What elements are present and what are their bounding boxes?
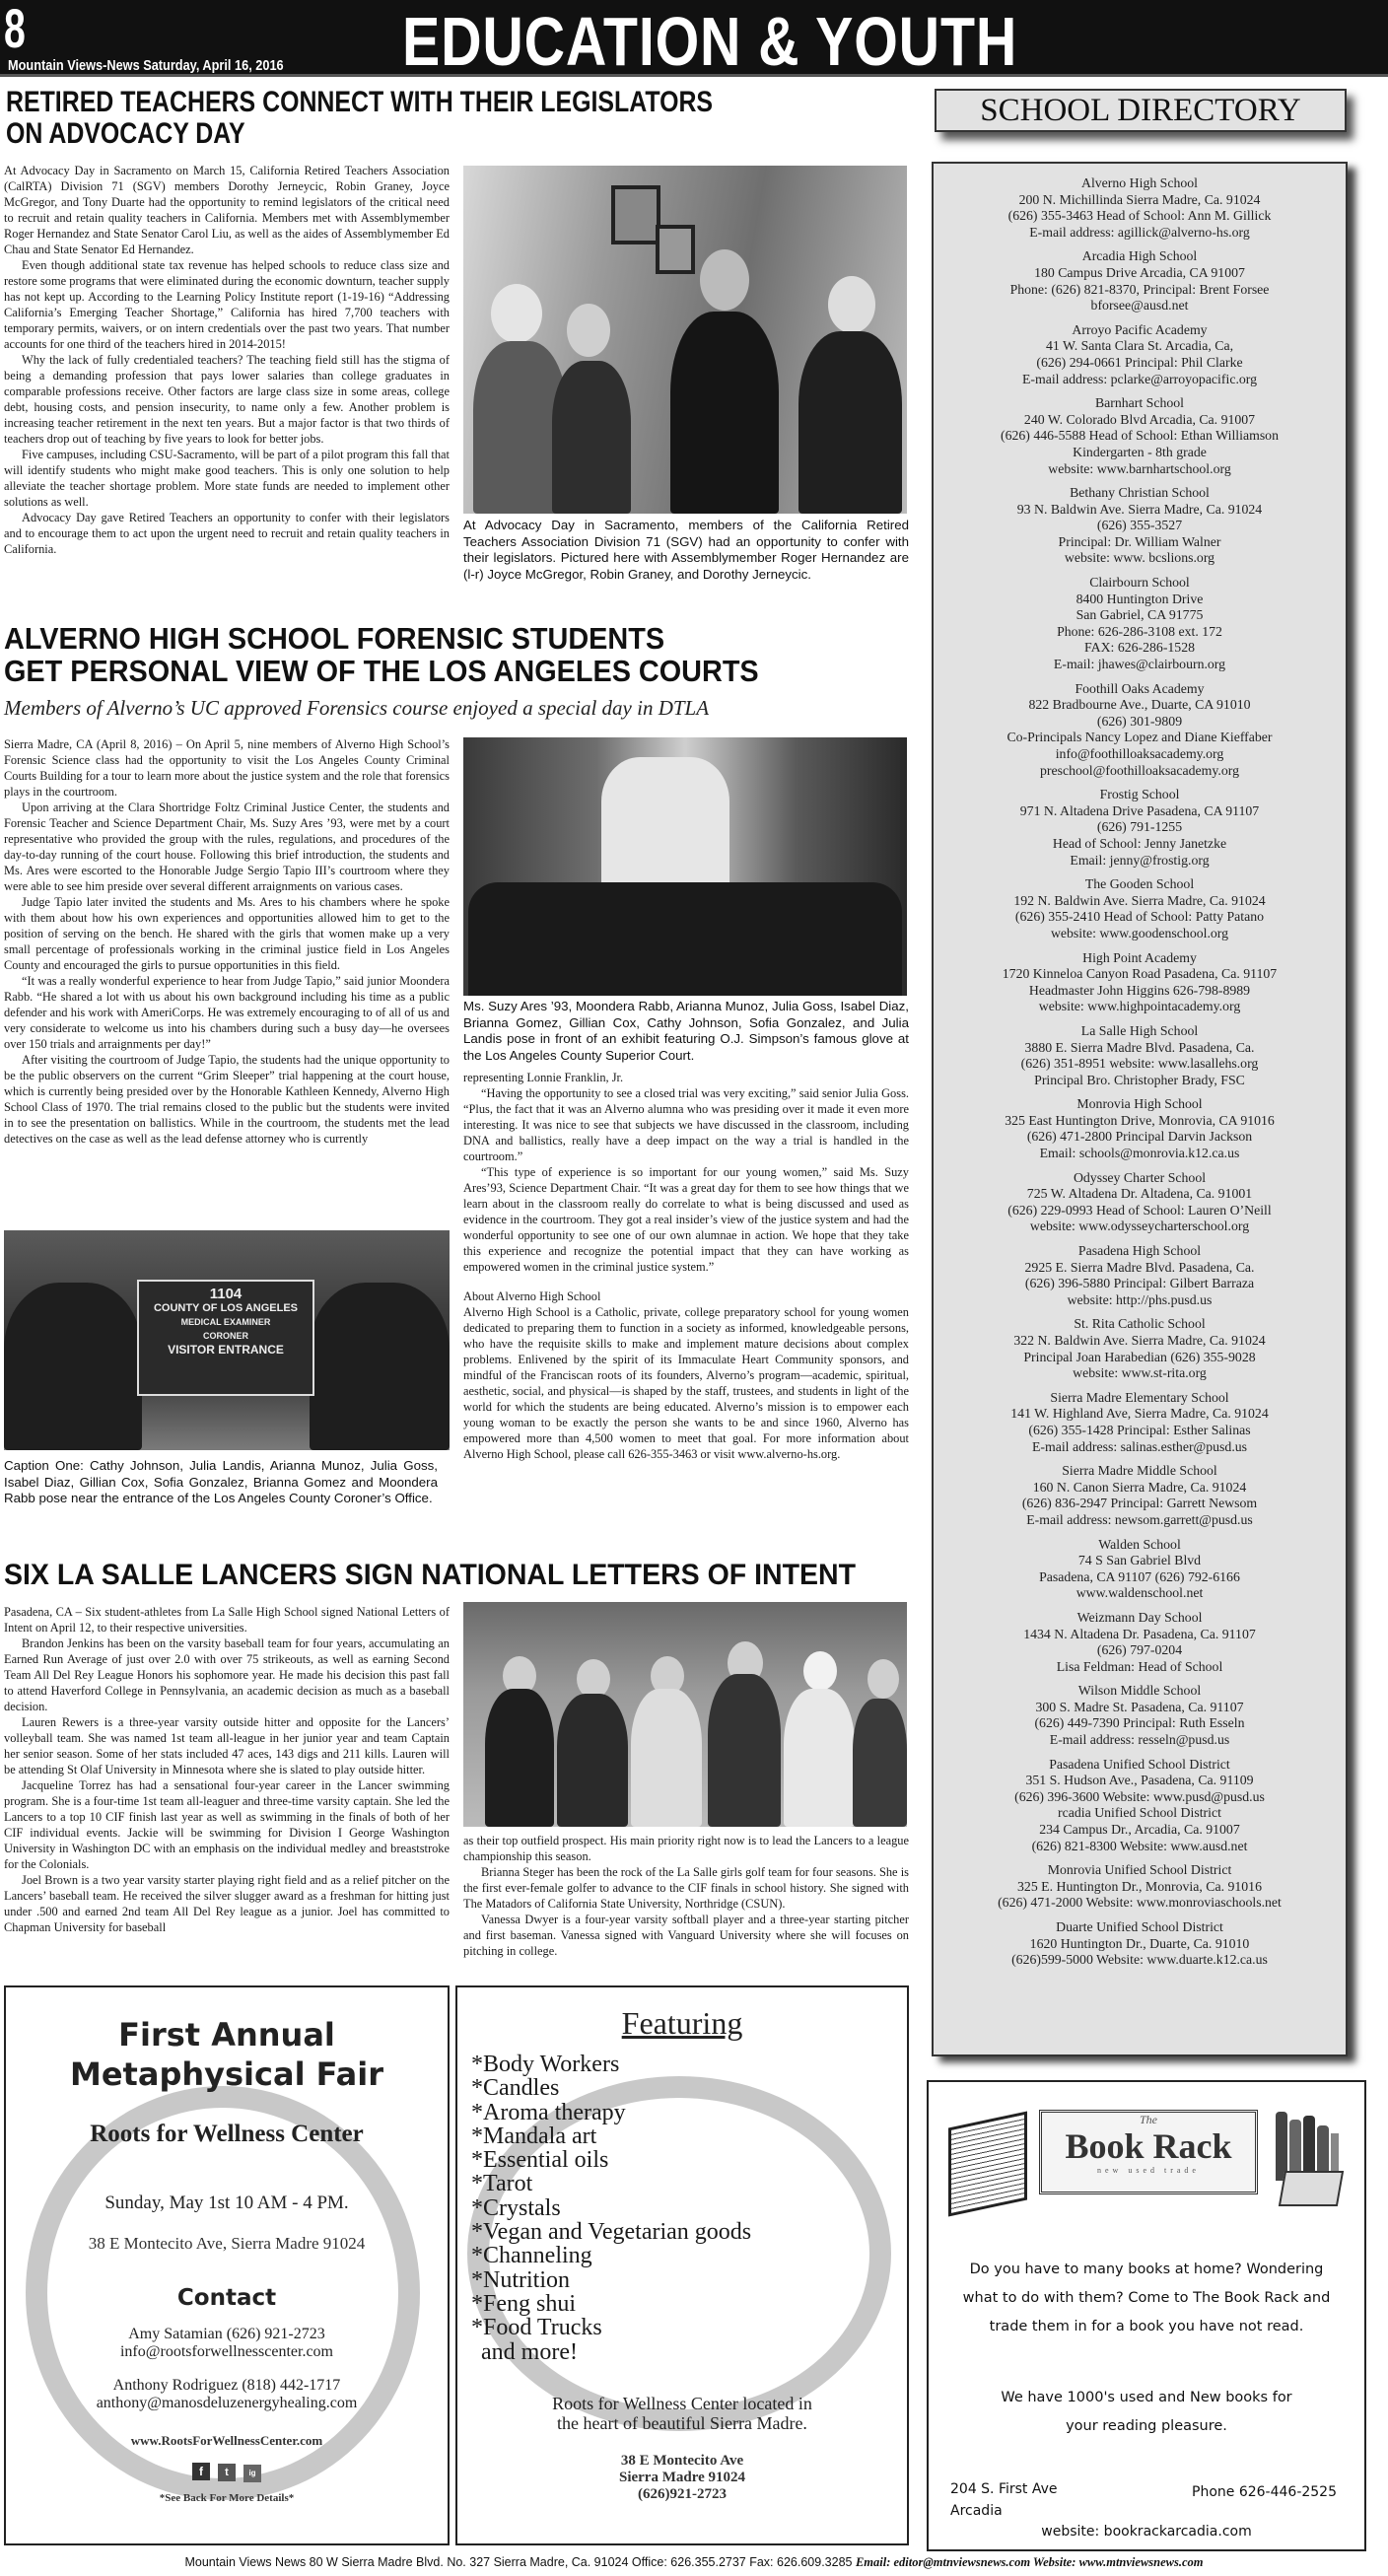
directory-entry <box>934 1757 1346 1855</box>
school-detail: San Gabriel, CA 91775 <box>1076 607 1204 623</box>
directory-entry <box>934 1537 1346 1602</box>
phone: (626)921-2723 <box>638 2486 727 2502</box>
article-body-col2 <box>463 1833 909 1959</box>
book-rack-website-link[interactable]: website: bookrackarcadia.com <box>1041 2524 1252 2540</box>
school-detail: 325 East Huntington Drive, Monrovia, CA 91016 <box>1005 1112 1275 1128</box>
school-detail: info@foothilloaksacademy.org <box>1055 746 1224 761</box>
fair-website-link[interactable]: www.RootsForWellnessCenter.com <box>130 2433 323 2448</box>
paragraph: Upon arriving at the Clara Shortridge Foltz Criminal Justice Center, the students and Forensic Teacher and Science Department Chair, Ms. Suzy Ares ’93, were met by a court representative who provided the group with the rules, regulations, and procedures of the day-to-day running of the court house. Following this brief introduction, the students and Ms. Ares were escorted to the Honorable Judge Sergio Tapio III’s courtroom where they were able to see him preside over several different arraignments on various cases. <box>4 801 450 893</box>
coroner-sign <box>137 1280 314 1396</box>
paragraph: Pasadena, CA – Six student-athletes from La Salle High School signed National Letters of Intent on April 12, to their respective universities. <box>4 1605 450 1635</box>
school-detail: 180 Campus Drive Arcadia, CA 91007 <box>1034 264 1245 280</box>
school-detail: 8400 Huntington Drive <box>1076 591 1204 606</box>
school-detail: 93 N. Baldwin Ave. Sierra Madre, Ca. 91024 <box>1016 501 1263 517</box>
twitter-icon[interactable]: t <box>218 2464 236 2481</box>
paragraph: Brianna Steger has been the rock of the La Salle girls golf team for four seasons. She is the first ever-female golfer to advance to the CIF finals in school history. She signed with The Matadors of California State University, Northridge (CSUN). <box>463 1865 909 1911</box>
school-detail: (626) 355-2410 Head of School: Patty Patano <box>1014 909 1265 925</box>
address-line: Arcadia <box>950 2503 1003 2519</box>
and-more: and more! <box>481 2338 578 2365</box>
address-line: 204 S. First Ave <box>950 2481 1058 2497</box>
school-detail: (626) 355-1428 Principal: Esther Salinas <box>1028 1422 1251 1437</box>
paragraph: Vanessa Dwyer is a four-year varsity softball player and a three-year starting pitcher and first baseman. Vanessa signed with Vanguard University where she will focuses on pitching in college. <box>463 1913 909 1958</box>
featuring-tagline <box>457 2394 907 2433</box>
logo-the: The <box>1140 2113 1157 2126</box>
instagram-icon[interactable]: ig <box>243 2465 261 2482</box>
headline <box>6 87 713 149</box>
school-detail: 3880 E. Sierra Madre Blvd. Pasadena, Ca. <box>1024 1039 1255 1055</box>
student-group <box>468 882 902 996</box>
school-detail: 822 Bradbourne Ave., Duarte, CA 91010 <box>1028 697 1251 713</box>
fair-title <box>6 2015 448 2094</box>
school-name: Walden School <box>1098 1536 1181 1552</box>
wall-frame <box>656 225 695 274</box>
photo-advocacy-day <box>463 166 907 514</box>
photo-caption: Caption One: Cathy Johnson, Julia Landis, Arianna Munoz, Julia Goss, Isabel Diaz, Gillian Cox, Sofia Gonzalez, Brianna Gomez and Moondera Rabb pose near the entrance of the Los Angeles County Coroner’s Office. <box>4 1458 438 1505</box>
featuring-item: *Vegan and Vegetarian goods <box>471 2219 752 2246</box>
contact-heading: Contact <box>176 2285 277 2311</box>
featuring-item: *Food Trucks <box>471 2315 602 2341</box>
person-head <box>868 1659 899 1699</box>
sign-line: MEDICAL EXAMINER <box>180 1317 271 1327</box>
person <box>557 1694 628 1827</box>
directory-entry <box>934 322 1346 387</box>
paragraph: After visiting the courtroom of Judge Tapio, the students had the unique opportunity to be the public observers on the current “Grim Sleeper” trial happening at the court house, which is currently being presided over by the Honorable Kathleen Kennedy, Alverno High School Class of 1970. The trial remains closed to the public but the students were invited in to see the presentation on ballistics. While in the courtroom, the students met the lead detectives on the case as well as the lead defense attorney who is currently <box>4 1053 450 1146</box>
paragraph: Jacqueline Torrez has had a sensational four-year career in the Lancer swimming program. She is a four-time 1st team all-leaguer and three-time varsity captain. She led the Lancers to a top 10 CIF finish last year as well as swimming in the finals of both of her CIF individual events. Jackie will be swimming for Division I George Washington University in Washington DC with an emphasis on the individual medley and breaststroke for the Colonials. <box>4 1778 450 1871</box>
school-detail: 74 S San Gabriel Blvd <box>1077 1553 1202 1568</box>
paragraph: “Having the opportunity to see a closed trial was very exciting,” said senior Julia Goss. “Plus, the fact that it was an Alverno alumna who was presiding over it made it even more interesting. It was nice to see that subjects we have discussed in the classroom, including DNA and ballistics, really have a deep impact on the way a trial is handled in the courtroom.” <box>463 1086 909 1163</box>
featuring-item: *Nutrition <box>471 2266 570 2293</box>
fair-title-line: Metaphysical Fair <box>70 2055 383 2093</box>
school-name: Sierra Madre Middle School <box>1062 1463 1217 1479</box>
school-detail: 971 N. Altadena Drive Pasadena, CA 91107 <box>1019 802 1260 818</box>
school-detail: (626) 797-0204 <box>1096 1642 1183 1658</box>
school-detail: 322 N. Baldwin Ave. Sierra Madre, Ca. 91024 <box>1013 1333 1266 1348</box>
school-detail: 160 N. Canon Sierra Madre, Ca. 91024 <box>1032 1479 1247 1495</box>
school-detail: 200 N. Michillinda Sierra Madre, Ca. 91024 <box>1018 191 1261 207</box>
featuring-item: *Tarot <box>471 2171 533 2197</box>
fair-title-line: First Annual <box>118 2016 335 2054</box>
school-detail: (626) 396-3600 Website: www.pusd@pusd.us <box>1014 1788 1265 1804</box>
featuring-address <box>457 2453 907 2503</box>
school-detail: website: www. bcslions.org <box>1064 550 1215 566</box>
subheadline: Members of Alverno’s UC approved Forensics course enjoyed a special day in DTLA <box>4 696 710 720</box>
school-detail: 1720 Kinneloa Canyon Road Pasadena, Ca. 91107 <box>1002 966 1278 982</box>
directory-entry <box>934 248 1346 313</box>
paragraph: Joel Brown is a two year varsity starter playing right field and as a relief pitcher on the Lancers’ baseball team. He received the silver slugger award as a freshman for hitting just under .500 and earned 2nd team All Del Rey league as a junior. Joel has committed to Chapman University for baseball <box>4 1873 450 1934</box>
book-rack-pitch <box>929 2256 1364 2341</box>
directory-list <box>932 162 1348 2056</box>
photo-oj-glove-exhibit <box>463 737 907 996</box>
school-name: Wilson Middle School <box>1077 1683 1202 1699</box>
school-detail: 300 S. Madre St. Pasadena, Ca. 91107 <box>1035 1699 1244 1714</box>
person <box>485 1689 554 1827</box>
tagline-line: Roots for Wellness Center located in <box>552 2394 812 2413</box>
open-book-icon <box>948 2111 1027 2216</box>
school-detail: website: www.goodenschool.org <box>1050 925 1229 940</box>
directory-entry <box>934 1096 1346 1161</box>
publication-line: Mountain Views-News Saturday, April 16, 2016 <box>8 57 284 74</box>
fair-address: 38 E Montecito Ave, Sierra Madre 91024 <box>88 2234 366 2253</box>
fair-date: Sunday, May 1st 10 AM - 4 PM. <box>104 2193 349 2213</box>
school-detail: Email: jenny@frostig.org <box>1070 852 1210 868</box>
school-detail: (626) 449-7390 Principal: Ruth Esseln <box>1034 1715 1245 1731</box>
school-detail: 2925 E. Sierra Madre Blvd. Pasadena, Ca. <box>1024 1259 1255 1275</box>
book-rack-phone: Phone 626-446-2525 <box>1192 2484 1337 2500</box>
headline-line: RETIRED TEACHERS CONNECT WITH THEIR LEGISLATORS <box>6 86 714 118</box>
fair-host: Roots for Wellness Center <box>90 2121 364 2147</box>
school-detail: Phone: (626) 821-8370, Principal: Brent Forsee <box>1009 281 1270 297</box>
school-detail: (626) 836-2947 Principal: Garrett Newsom <box>1021 1496 1258 1511</box>
school-detail: (626) 355-3527 <box>1096 518 1183 533</box>
photo-signing-athletes <box>463 1602 907 1827</box>
paragraph: representing Lonnie Franklin, Jr. <box>463 1071 624 1084</box>
address-line: Sierra Madre 91024 <box>618 2470 746 2485</box>
school-name: Frostig School <box>1099 787 1180 802</box>
school-name: Monrovia Unified School District <box>1047 1862 1232 1878</box>
address-line: 38 E Montecito Ave <box>620 2453 744 2469</box>
school-detail: website: http://phs.pusd.us <box>1067 1291 1213 1307</box>
school-name: Duarte Unified School District <box>1056 1919 1223 1934</box>
directory-entry <box>934 950 1346 1015</box>
person-head <box>567 304 610 357</box>
school-detail: E-mail address: resseln@pusd.us <box>1049 1732 1230 1748</box>
school-name: Pasadena High School <box>1077 1243 1202 1259</box>
pitch-line: what to do with them? Come to The Book Rack and <box>962 2290 1331 2306</box>
school-name: Odyssey Charter School <box>1073 1169 1207 1185</box>
contact-email-link[interactable]: anthony@manosdeluzenergyhealing.com <box>96 2395 358 2411</box>
person <box>853 1699 907 1827</box>
article-body-col1 <box>4 736 450 1147</box>
book-rack-stock <box>929 2384 1364 2441</box>
school-name: Monrovia High School <box>1076 1096 1203 1112</box>
stock-line: We have 1000's used and New books for <box>1001 2390 1292 2405</box>
photo-caption: Ms. Suzy Ares ’93, Moondera Rabb, Arianna Munoz, Julia Goss, Isabel Diaz, Brianna Gomez, Gillian Cox, Cathy Johnson, Sofia Gonzalez, and Julia Landis pose in front of an exhibit featuring O.J. Simpson’s famous glove at the Los Angeles County Superior Court. <box>463 999 909 1063</box>
directory-entry <box>934 1243 1346 1308</box>
student-group <box>310 1283 450 1450</box>
person-head <box>828 276 875 333</box>
school-detail: Principal Joan Harabedian (626) 355-9028 <box>1023 1349 1256 1364</box>
article-body <box>4 163 450 557</box>
ad-featuring-list <box>455 1985 909 2545</box>
school-detail: Headmaster John Higgins 626-798-8989 <box>1028 982 1251 998</box>
directory-entry <box>934 1683 1346 1748</box>
school-detail: preschool@foothilloaksacademy.org <box>1040 762 1239 778</box>
page-number: 8 <box>4 0 26 59</box>
featuring-item: *Channeling <box>471 2243 592 2269</box>
school-name: La Salle High School <box>1080 1022 1199 1038</box>
directory-entry <box>934 876 1346 941</box>
headline-line: GET PERSONAL VIEW OF THE LOS ANGELES COURTS <box>4 653 759 688</box>
directory-entry <box>934 175 1346 241</box>
tagline-line: the heart of beautiful Sierra Madre. <box>557 2413 807 2433</box>
featuring-item: *Candles <box>471 2075 560 2102</box>
school-detail: 141 W. Highland Ave, Sierra Madre, Ca. 91024 <box>1010 1406 1269 1422</box>
about-text: Alverno High School is a Catholic, private, college preparatory school for young women dedicated to preparing them to function in a society as informed, knowledgeable persons, who have the requisite skills to make and implement mature decisions about complex problems. Enlivened by the spirit of its Immaculate Heart Community sponsors, and mindful of the Franciscan roots of its founders, Alverno’s program—academic, spiritual, aesthetic, social, and physical—is shaped by the staff, trustees, and students in light of the world for which the students are being educated. Alverno’s mission is to empower each young woman to be exactly the person she wants to be and since 1960, Alverno has empowered more than 4,500 women to meet that goal. For more information about Alverno High School, please call 626-355-3463 or visit www.alverno-hs.org. <box>463 1305 909 1461</box>
school-detail: E-mail address: pclarke@arroyopacific.org <box>1021 371 1258 386</box>
school-name: Clairbourn School <box>1089 575 1190 591</box>
school-detail: 41 W. Santa Clara St. Arcadia, Ca, <box>1045 338 1234 354</box>
pitch-line: trade them in for a book you have not read. <box>989 2319 1304 2334</box>
directory-title: SCHOOL DIRECTORY <box>935 89 1347 132</box>
school-name: Sierra Madre Elementary School <box>1050 1389 1229 1405</box>
featuring-item: *Feng shui <box>471 2290 577 2317</box>
school-name: Weizmann Day School <box>1076 1609 1203 1625</box>
contact-amy <box>6 2326 448 2361</box>
headline <box>4 623 759 687</box>
person <box>631 1689 702 1827</box>
school-detail: Phone: 626-286-3108 ext. 172 <box>1057 623 1222 639</box>
paragraph: Even though additional state tax revenue has helped schools to reduce class size and restore some programs that were eliminated during the economic downturn, teacher supply has not kept up. According to the Learning Policy Institute report (1-19-16) “Addressing California’s Emerging Teacher Shortage,” California has hired 7,700 teachers with temporary permits, waivers, or on intern credentials over the past two years. That number accounts for one third of the teachers hired in 2014-2015! <box>4 258 450 351</box>
school-detail: E-mail address: salinas.esther@pusd.us <box>1031 1438 1248 1454</box>
directory-entry <box>934 1610 1346 1675</box>
school-name: Barnhart School <box>1094 395 1185 411</box>
school-detail: 192 N. Baldwin Ave. Sierra Madre, Ca. 91024 <box>1013 892 1266 908</box>
about-heading: About Alverno High School <box>463 1289 601 1303</box>
school-detail: www.waldenschool.net <box>1076 1585 1204 1601</box>
person-head <box>700 249 749 311</box>
contact-anthony <box>6 2377 448 2412</box>
photo-caption: At Advocacy Day in Sacramento, members of the California Retired Teachers Association Division 71 (SGV) had an opportunity to confer with their legislators. Pictured here with Assemblymember Roger Hernandez are (l-r) Joyce McGregor, Robin Graney, and Dorothy Jerneycic. <box>463 518 909 582</box>
wall-frame <box>611 185 660 244</box>
sign-line: CORONER <box>202 1331 248 1341</box>
featuring-item: *Aroma therapy <box>471 2099 626 2125</box>
school-name: Bethany Christian School <box>1070 485 1210 501</box>
school-detail: website: www.odysseycharterschool.org <box>1029 1218 1250 1234</box>
directory-entry <box>934 1390 1346 1455</box>
school-detail: (626) 791-1255 <box>1096 819 1183 835</box>
school-detail: website: www.highpointacademy.org <box>1038 999 1241 1014</box>
featuring-title: Featuring <box>621 2005 743 2041</box>
school-detail: 351 S. Hudson Ave., Pasadena, Ca. 91109 <box>1025 1773 1254 1788</box>
school-detail: E-mail: jhawes@clairbourn.org <box>1053 657 1226 672</box>
sign-line: VISITOR ENTRANCE <box>168 1343 284 1357</box>
school-name: St. Rita Catholic School <box>1074 1316 1206 1332</box>
school-name: Arcadia High School <box>1081 248 1198 264</box>
paragraph: Judge Tapio later invited the students and Ms. Ares to his chambers where he spoke with them about how his own experiences and opportunities allowed him to get to the position of serving on the bench. He shared with the girls that women make up a very small percentage of professionals working in the criminal justice field in Los Angeles County and encouraged the girls to pursue opportunities in this field. <box>4 895 450 972</box>
school-name: Pasadena Unified School District <box>1049 1756 1230 1772</box>
school-detail: Kindergarten - 8th grade <box>1073 444 1207 459</box>
person-head <box>491 284 542 343</box>
directory-entry <box>934 1919 1346 1969</box>
school-detail: 1620 Huntington Dr., Duarte, Ca. 91010 <box>1029 1935 1250 1951</box>
school-detail: 240 W. Colorado Blvd Arcadia, Ca. 91007 <box>1023 411 1256 427</box>
book-rack-logo <box>1039 2110 1258 2194</box>
directory-entry <box>934 485 1346 567</box>
featuring-list <box>471 2053 751 2364</box>
paragraph: “This type of experience is so important for our young women,” said Ms. Suzy Ares’93, Science Department Chair. “It was a great day for them to see how things that we learn about in the classroom really do correlate to what is being discussed and used as evidence in the courtroom. They got a real insider’s view of the justice system and had the wonderful opportunity to see one of our own alumnae in action. We hope that they take this experience and recognize the potential impact that they can have working as empowered women in the criminal justice system.” <box>463 1165 909 1274</box>
school-detail: Email: schools@monrovia.k12.ca.us <box>1039 1146 1240 1161</box>
sign-number: 1104 <box>209 1286 243 1302</box>
school-detail: (626) 355-3463 Head of School: Ann M. Gillick <box>1007 208 1272 224</box>
school-detail: (626) 229-0993 Head of School: Lauren O’Neill <box>1007 1202 1272 1218</box>
featuring-item: *Essential oils <box>471 2147 609 2174</box>
footer <box>0 2555 1388 2570</box>
person <box>784 1689 855 1827</box>
school-detail: website: www.st-rita.org <box>1073 1365 1207 1381</box>
school-detail: FAX: 626-286-1528 <box>1083 640 1196 656</box>
featuring-item: *Crystals <box>471 2194 561 2221</box>
paragraph: Five campuses, including CSU-Sacramento, will be part of a pilot program this fall that will identify students who might make good teachers. This is only one solution to help alleviate the teacher shortage problem. More state funds are needed to implement other solutions as well. <box>4 448 450 509</box>
stock-line: your reading pleasure. <box>1066 2418 1227 2434</box>
school-detail: (626) 351-8951 website: www.lasallehs.org <box>1020 1056 1259 1072</box>
footer-address: Mountain Views News 80 W Sierra Madre Blvd. No. 327 Sierra Madre, Ca. 91024 Office: 626.355.2737 Fax: 626.609.3285 <box>184 2555 853 2569</box>
ad-metaphysical-fair <box>4 1985 450 2545</box>
headline: SIX LA SALLE LANCERS SIGN NATIONAL LETTERS OF INTENT <box>4 1559 856 1591</box>
see-back-note: *See Back For More Details* <box>159 2492 295 2504</box>
school-detail: Principal: Dr. William Walner <box>1058 533 1221 549</box>
directory-entry <box>934 787 1346 869</box>
logo-sub: new used trade <box>1097 2166 1200 2175</box>
school-detail: 1434 N. Altadena Dr. Pasadena, Ca. 91107 <box>1023 1626 1256 1641</box>
person <box>708 1674 781 1827</box>
photo-coroner-entrance <box>4 1230 450 1450</box>
book-rack-address <box>950 2478 1058 2522</box>
school-detail: (626) 471-2000 Website: www.monroviaschools.net <box>998 1895 1282 1911</box>
headline-line: ON ADVOCACY DAY <box>6 116 245 150</box>
footer-contact-link[interactable]: Email: editor@mtnviewsnews.com Website: www.mtnviewsnews.com <box>855 2555 1204 2569</box>
paragraph: Lauren Rewers is a three-year varsity outside hitter and opposite for the Lancers’ volleyball team. She was named 1st team all-league in her junior year and team Captain her senior season. Some of her stats included 47 aces, 143 digs and 211 kills. Lauren will be attending St Olaf University in Minnesota where she is slated to play outside hitter. <box>4 1715 450 1776</box>
ad-book-rack <box>927 2080 1366 2551</box>
logo-main: Book Rack <box>1065 2126 1232 2166</box>
school-detail: 234 Campus Dr., Arcadia, Ca. 91007 <box>1039 1822 1240 1838</box>
person <box>670 312 779 514</box>
paragraph: as their top outfield prospect. His main priority right now is to lead the Lancers to a league championship this season. <box>463 1834 909 1863</box>
school-detail: rcadia Unified School District <box>1058 1805 1221 1821</box>
stack-of-books-icon <box>1272 2112 1349 2210</box>
paragraph: Advocacy Day gave Retired Teachers an opportunity to confer with their legislators and to encourage them to act upon the urgent need to recruit and retain quality teachers in California. <box>4 511 450 556</box>
paragraph: At Advocacy Day in Sacramento on March 15, California Retired Teachers Association (CalRTA) Division 71 (SGV) members Dorothy Jerneycic, Robin Graney, Joyce McGregor, and Tony Duarte had the opportunity to remind legislators of the critical need to recruit and retain quality teachers in California. Members met with Assemblymember Roger Hernandez and State Senator Carol Liu, as well as the aides of Assemblymember Ed Chau and State Senator Ed Hernandez. <box>4 164 450 256</box>
school-name: High Point Academy <box>1082 949 1197 965</box>
school-detail: 725 W. Altadena Dr. Altadena, Ca. 91001 <box>1026 1186 1253 1202</box>
section-title: EDUCATION & YOUTH <box>402 3 1018 80</box>
student-group <box>4 1283 142 1450</box>
school-detail: (626) 294-0661 Principal: Phil Clarke <box>1036 354 1243 370</box>
school-detail: E-mail address: newsom.garrett@pusd.us <box>1026 1511 1253 1527</box>
school-detail: (626) 821-8300 Website: www.ausd.net <box>1031 1838 1248 1853</box>
school-detail: (626) 471-2800 Principal Darvin Jackson <box>1026 1129 1253 1145</box>
contact-line: Anthony Rodriguez (818) 442-1717 <box>112 2377 341 2394</box>
school-name: Alverno High School <box>1080 175 1199 190</box>
featuring-item: *Mandala art <box>471 2123 597 2149</box>
school-detail: Head of School: Jenny Janetzke <box>1052 835 1227 851</box>
social-icons <box>6 2463 448 2482</box>
school-detail: (626) 301-9809 <box>1096 713 1183 729</box>
directory-entry <box>934 1862 1346 1912</box>
school-name: The Gooden School <box>1084 876 1195 892</box>
school-detail: Lisa Feldman: Head of School <box>1056 1658 1223 1674</box>
paragraph: Why the lack of fully credentialed teachers? The teaching field still has the stigma of being a demanding profession that pays lower salaries than college graduates in comparable professions receive. Other factors are large class size in some areas, college debt, housing costs, and pension insecurity, to name only a few. Another problem is increasing teacher retirement in the next ten years. But a major factor is that two thirds of teachers drop out of teaching by five years to look for better jobs. <box>4 353 450 446</box>
school-detail: bforsee@ausd.net <box>1090 298 1189 313</box>
directory-entry <box>934 395 1346 477</box>
person <box>798 331 902 514</box>
school-detail: (626) 446-5588 Head of School: Ethan Williamson <box>1001 428 1279 444</box>
paragraph: Sierra Madre, CA (April 8, 2016) – On April 5, nine members of Alverno High School’s Forensic Science class had the opportunity to visit the Los Angeles County Criminal Courts Building for a tour to learn more about the justice system and the role that forensics plays in the courtroom. <box>4 737 450 799</box>
school-detail: E-mail address: agillick@alverno-hs.org <box>1029 224 1250 240</box>
headline-line: ALVERNO HIGH SCHOOL FORENSIC STUDENTS <box>4 621 665 656</box>
school-detail: Pasadena, CA 91107 (626) 792-6166 <box>1039 1568 1240 1584</box>
sign-line: COUNTY OF LOS ANGELES <box>153 1302 299 1314</box>
directory-entry <box>934 575 1346 673</box>
person-head <box>803 1651 837 1691</box>
masthead <box>0 0 1388 80</box>
school-detail: (626)599-5000 Website: www.duarte.k12.ca.us <box>1011 1952 1268 1968</box>
directory-entry <box>934 1023 1346 1088</box>
school-name: Foothill Oaks Academy <box>1075 680 1205 696</box>
school-detail: Principal Bro. Christopher Brady, FSC <box>1034 1072 1245 1087</box>
school-name: Arroyo Pacific Academy <box>1072 321 1208 337</box>
pitch-line: Do you have to many books at home? Wondering <box>969 2262 1324 2277</box>
directory-entry <box>934 1170 1346 1235</box>
article-body-col2 <box>463 1070 909 1462</box>
paragraph: Brandon Jenkins has been on the varsity baseball team for four years, accumulating an Earned Run Average of just over 2.0 with over 75 strikeouts, as well as earning Second Team All Del Rey League Honors his sophomore year. He made his decision this past fall to attend Haverford College in Pennsylvania, an academic decision as much as a baseball decision. <box>4 1636 450 1713</box>
person <box>552 361 631 514</box>
school-detail: website: www.barnhartschool.org <box>1048 460 1231 476</box>
contact-email-link[interactable]: info@rootsforwellnesscenter.com <box>119 2343 333 2360</box>
directory-entry <box>934 1463 1346 1528</box>
featuring-item: *Body Workers <box>471 2052 620 2077</box>
school-detail: (626) 396-5880 Principal: Gilbert Barraza <box>1024 1276 1255 1291</box>
directory-entry <box>934 681 1346 780</box>
paragraph: “It was a really wonderful experience to hear from Judge Tapio,” said junior Moondera Rabb. “He shared a lot with us about his own background including his time as a public defender and his work with AmeriCorps. He was extremely encouraging to of all of us and very considerate to welcome us into his chambers during such a busy day—he oversees over 150 trials and arraignments per day!” <box>4 974 450 1051</box>
directory-entry <box>934 1316 1346 1381</box>
article-body-col1 <box>4 1604 450 1935</box>
person-head <box>577 1659 610 1699</box>
school-detail: Co-Principals Nancy Lopez and Diane Kieffaber <box>1006 730 1273 745</box>
school-detail: 325 E. Huntington Dr., Monrovia, Ca. 91016 <box>1017 1878 1262 1894</box>
contact-line: Amy Satamian (626) 921-2723 <box>128 2326 325 2342</box>
facebook-icon[interactable]: f <box>192 2463 210 2480</box>
